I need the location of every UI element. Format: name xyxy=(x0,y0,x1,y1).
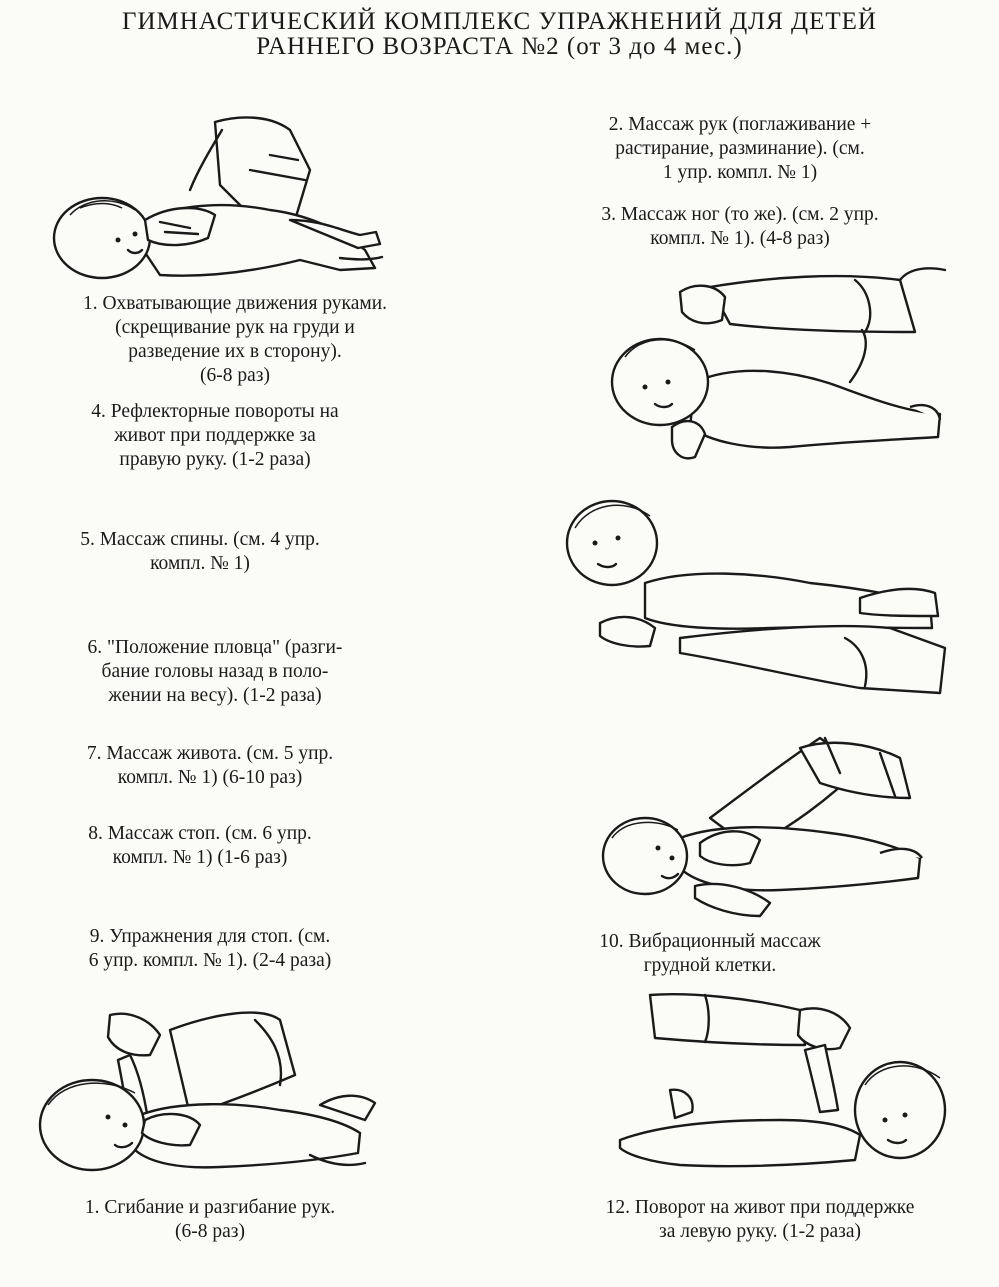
caption-exercise-3: 3. Массаж ног (то же). (см. 2 упр. компл. № 1). (4-8 раз) xyxy=(601,204,879,249)
illustration-turn-left-arm xyxy=(600,990,960,1185)
caption-exercise-7: 7. Массаж живота. (см. 5 упр. компл. № 1) (6-10 раз) xyxy=(86,743,334,788)
caption-exercise-11: 1. Сгибание и разгибание рук. (6-8 раз) xyxy=(84,1197,336,1242)
title-line-2: РАННЕГО ВОЗРАСТА №2 (от 3 до 4 мес.) xyxy=(256,33,743,60)
caption-exercise-10: 10. Вибрационный массаж грудной клетки. xyxy=(599,931,821,976)
caption-exercise-4: 4. Рефлекторные повороты на живот при поддержке за правую руку. (1-2 раза) xyxy=(91,401,339,470)
illustration-swimmer-position xyxy=(560,488,960,703)
caption-exercise-9: 9. Упражнения для стоп. (см. 6 упр. компл. № 1). (2-4 раза) xyxy=(88,926,332,971)
illustration-arm-flexion xyxy=(30,995,400,1185)
caption-exercise-12: 12. Поворот на живот при поддержке за левую руку. (1-2 раза) xyxy=(605,1197,915,1242)
title-line-1: ГИМНАСТИЧЕСКИЙ КОМПЛЕКС УПРАЖНЕНИЙ ДЛЯ ДЕТЕЙ xyxy=(122,8,877,35)
caption-exercise-8: 8. Массаж стоп. (см. 6 упр. компл. № 1) (1-6 раз) xyxy=(88,823,312,868)
caption-exercise-6: 6. "Положение пловца" (разги- бание головы назад в поло- жении на весу). (1-2 раза) xyxy=(87,637,343,706)
illustration-arm-crossing xyxy=(40,110,400,290)
caption-exercise-1: 1. Охватывающие движения руками. (скрещивание рук на груди и разведение их в сторону). (6-8 раз) xyxy=(82,293,388,386)
illustration-reflex-turn xyxy=(600,262,960,477)
illustration-chest-vibration xyxy=(600,728,960,918)
caption-exercise-2: 2. Массаж рук (поглаживание + растирание, разминание). (см. 1 упр. компл. № 1) xyxy=(608,114,872,183)
caption-exercise-5: 5. Массаж спины. (см. 4 упр. компл. № 1) xyxy=(80,529,320,574)
